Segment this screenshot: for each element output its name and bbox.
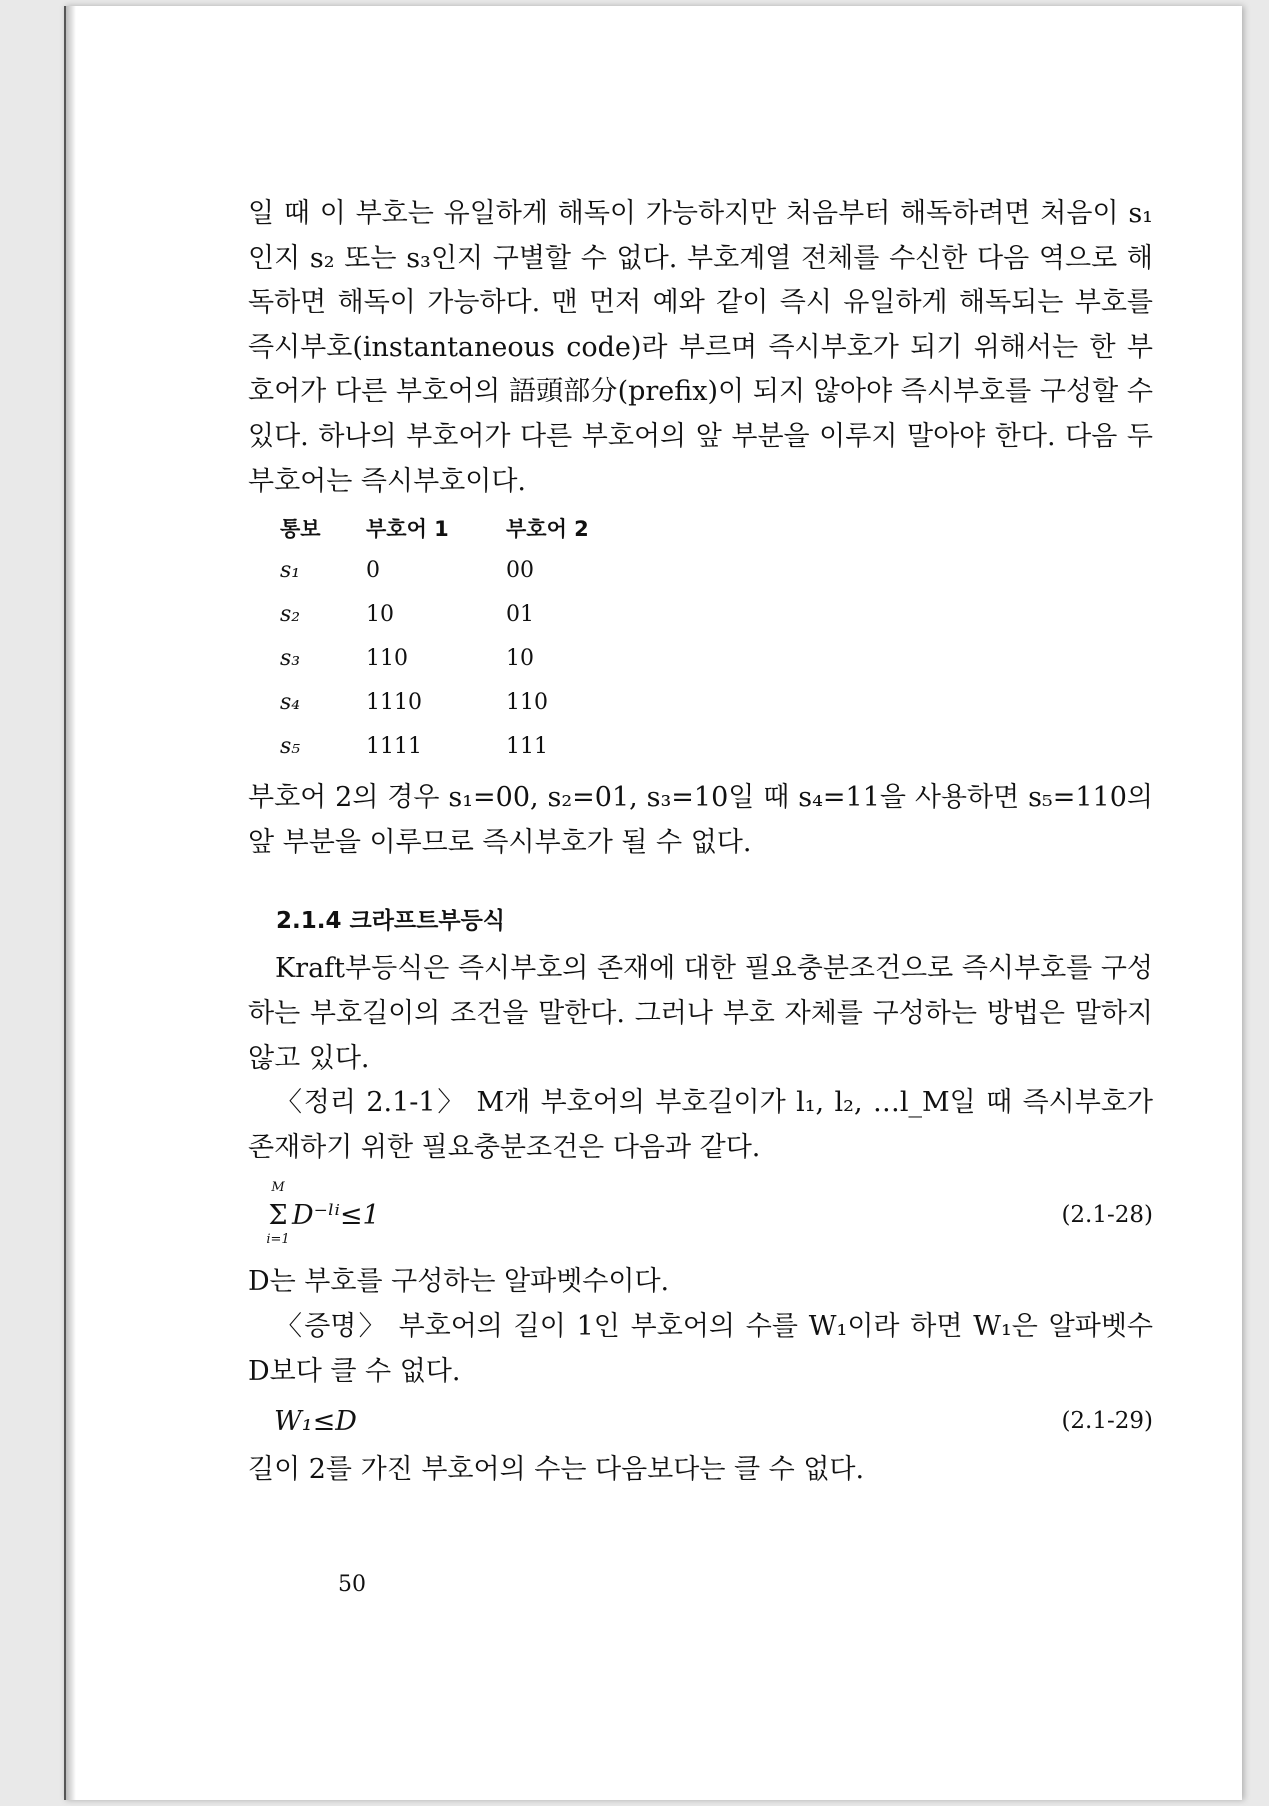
table-row [280,548,1153,592]
sigma-lower-limit: i=1 [266,1231,290,1247]
header-code-2: 부호어 2 [506,517,589,542]
table-cell-code2: 110 [506,689,548,715]
table-cell-code1: 110 [366,645,408,671]
equation-body: D⁻ˡⁱ≤1 [292,1199,380,1231]
table-row [280,724,1153,768]
header-code-1: 부호어 1 [366,517,449,542]
page-number: 50 [338,1572,366,1597]
code-table [280,508,1153,768]
book-page [64,6,1242,1800]
code-table-header [280,508,1153,548]
table-cell-code2: 01 [506,601,534,627]
table-cell-symbol: s₃ [280,645,301,671]
equation-formula [264,1179,380,1247]
equation-body: W₁≤D [274,1405,357,1437]
table-cell-code1: 1110 [366,689,422,715]
table-cell-symbol: s₅ [280,733,301,759]
section-heading: 2.1.4 크라프트부등식 [276,908,506,935]
table-cell-code1: 0 [366,557,380,583]
table-cell-code2: 10 [506,645,534,671]
equation-number: (2.1-28) [1061,1202,1153,1229]
table-cell-code1: 1111 [366,733,422,759]
equation-number: (2.1-29) [1061,1408,1153,1435]
table-row [280,636,1153,680]
table-cell-symbol: s₁ [280,557,301,583]
paragraph-kraft-intro: Kraft부등식은 즉시부호의 존재에 대한 필요충분조건으로 즉시부호를 구성하는 부호길이의 조건을 말한다. 그러나 부호 자체를 구성하는 방법은 말하지 않고 있다. [248,953,1153,1074]
paragraph-theorem: 〈정리 2.1-1〉 M개 부호어의 부호길이가 l₁, l₂, …l_M일 때 즉시부호가 존재하기 위한 필요충분조건은 다음과 같다. [248,1087,1153,1163]
paragraph-length-two: 길이 2를 가진 부호어의 수는 다음보다는 클 수 없다. [248,1454,865,1486]
table-row [280,680,1153,724]
table-cell-symbol: s₄ [280,689,301,715]
equation-2-1-29 [248,1396,1153,1446]
page-content [248,192,1153,1493]
equation-2-1-28 [248,1170,1153,1260]
table-cell-code1: 10 [366,601,394,627]
sigma-upper-limit: M [271,1179,285,1195]
table-row [280,592,1153,636]
header-message: 통보 [280,517,321,542]
paragraph-proof: 〈증명〉 부호어의 길이 1인 부호어의 수를 W₁이라 하면 W₁은 알파벳수 D보다 클 수 없다. [248,1310,1153,1387]
paragraph-instantaneous-code: 일 때 이 부호는 유일하게 해독이 가능하지만 처음부터 해독하려면 처음이 s₁인지 s₂ 또는 s₃인지 구별할 수 없다. 부호계열 전체를 수신한 다음 역으로 해독하면 해독이 가능하다. 맨 먼저 예와 같이 즉시 유일하게 해독되는 부호를 즉시부호(instantaneous code)라 부르며 즉시부호가 되기 위해서는 한 부호어가 다른 부호어의 語頭部分(prefix)이 되지 않아야 즉시부호를 구성할 수 있다. 하나의 부호어가 다른 부호어의 앞 부분을 이루지 말아야 한다. 다음 두 부호어는 즉시부호이다. [248,198,1153,497]
paragraph-code2-case: 부호어 2의 경우 s₁=00, s₂=01, s₃=10일 때 s₄=11을 사용하면 s₅=110의 앞 부분을 이루므로 즉시부호가 될 수 없다. [248,782,1153,858]
sigma-symbol [264,1179,292,1247]
sigma-glyph: Σ [268,1199,288,1231]
table-cell-symbol: s₂ [280,601,301,627]
page-gutter-shadow [66,6,76,1800]
paragraph-alphabet-size: D는 부호를 구성하는 알파벳수이다. [248,1266,670,1298]
table-cell-code2: 00 [506,557,534,583]
table-cell-code2: 111 [506,733,548,759]
